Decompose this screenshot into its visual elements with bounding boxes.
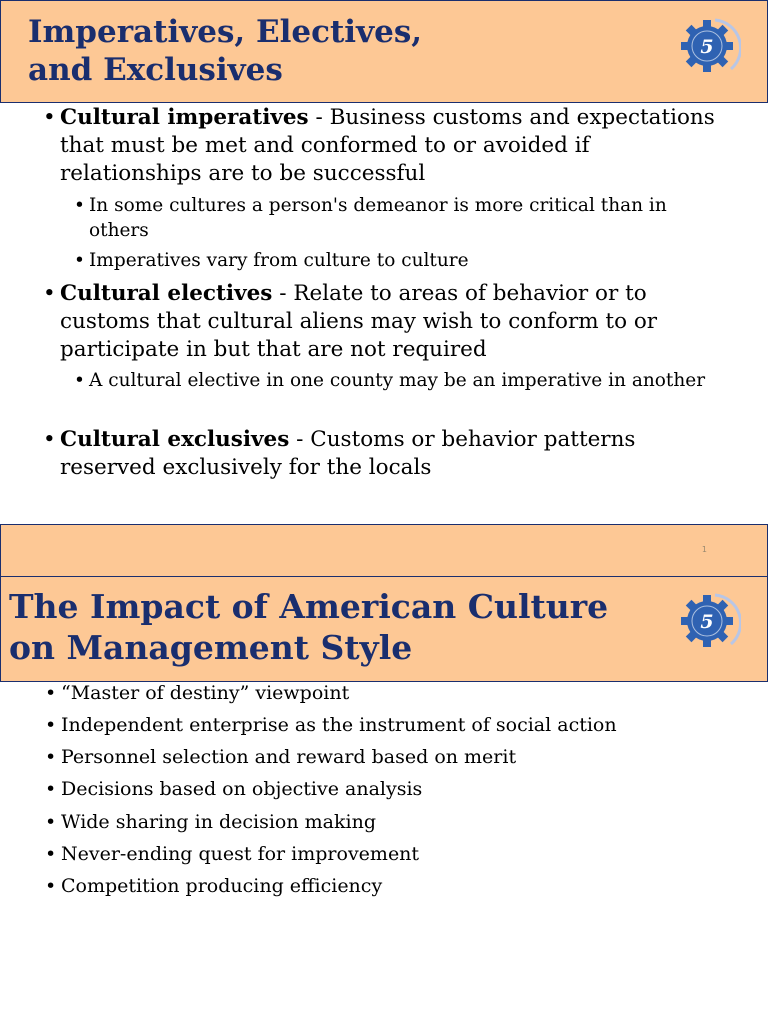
- bullet-term: Cultural electives: [60, 281, 273, 306]
- gear-badge-icon: [677, 590, 741, 654]
- slide2-title-line2: on Management Style: [9, 628, 413, 667]
- bullet-text: - Relate to areas of behavior or to customs that cultural aliens may wish to conform to or participate in but that are not required: [60, 281, 658, 362]
- list-item: • Personnel selection and reward based on merit: [61, 744, 741, 770]
- bullet-term: Cultural imperatives: [60, 105, 309, 130]
- bullet-cultural-imperatives: [60, 104, 730, 188]
- sub-bullet: • In some cultures a person's demeanor is more critical than in others: [89, 193, 729, 243]
- slide2-title-line1: The Impact of American Culture: [9, 587, 609, 626]
- list-item: • Never-ending quest for improvement: [61, 841, 741, 867]
- list-item: • Decisions based on objective analysis: [61, 776, 741, 802]
- slide1-title-line2: and Exclusives: [28, 52, 283, 88]
- slide2-header: [0, 576, 768, 682]
- slide2-title: [9, 586, 608, 668]
- page-number: 1: [701, 545, 707, 554]
- list-item: • Independent enterprise as the instrument of social action: [61, 712, 741, 738]
- slide1-badge-number: 5: [700, 36, 714, 58]
- bullet-cultural-electives: [60, 280, 730, 364]
- sub-bullet: • A cultural elective in one county may be an imperative in another: [89, 368, 729, 393]
- list-item: • Wide sharing in decision making: [61, 809, 741, 835]
- slide1-title-line1: Imperatives, Electives,: [28, 14, 423, 50]
- sub-bullet: • Imperatives vary from culture to culture: [89, 248, 729, 273]
- list-item: • “Master of destiny” viewpoint: [61, 680, 741, 706]
- bullet-cultural-exclusives: [60, 426, 730, 482]
- slide-footer-band: [0, 524, 768, 577]
- bullet-text: - Business customs and expectations that must be met and conformed to or avoided if relationships are to be successful: [60, 105, 715, 186]
- bullet-text: - Customs or behavior patterns reserved exclusively for the locals: [60, 427, 636, 480]
- gear-badge-icon: [677, 15, 741, 79]
- slide1-title: [28, 13, 422, 89]
- bullet-term: Cultural exclusives: [60, 427, 290, 452]
- slide1-header: [0, 0, 768, 103]
- slide2-badge-number: 5: [700, 611, 714, 633]
- list-item: • Competition producing efficiency: [61, 873, 741, 899]
